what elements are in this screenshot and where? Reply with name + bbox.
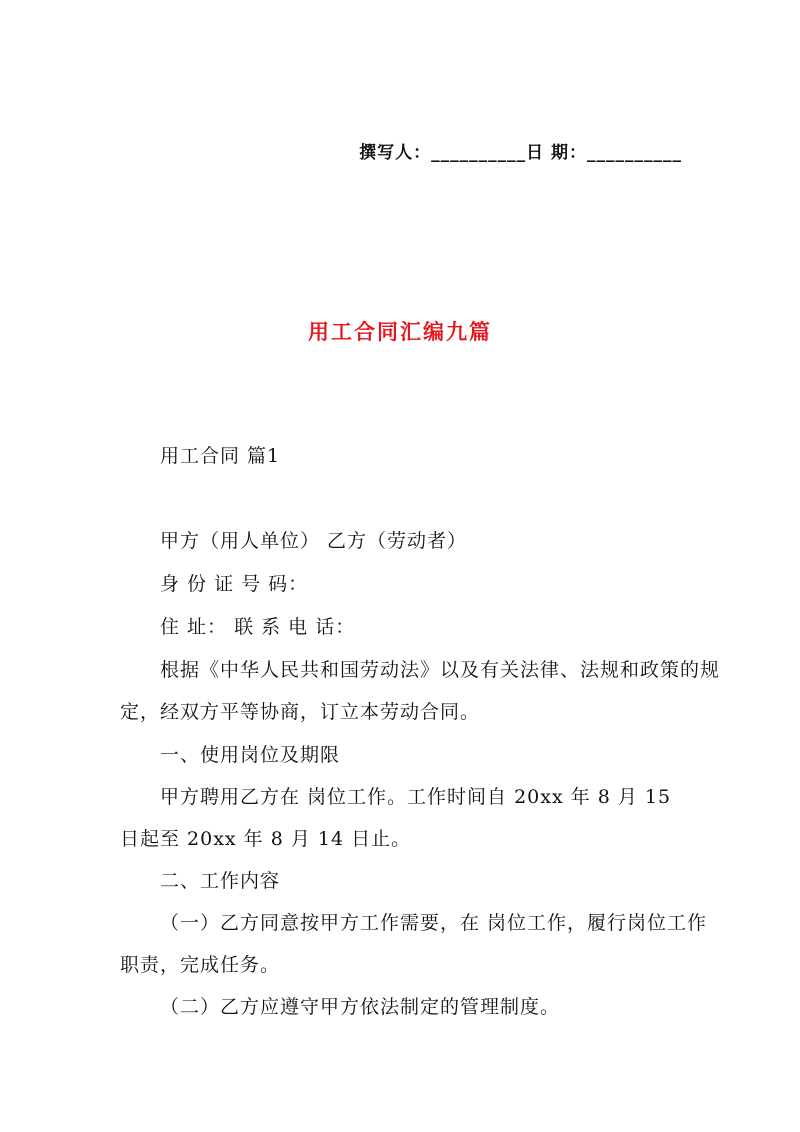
document-title: 用工合同汇编九篇 <box>308 319 492 344</box>
clause-heading: 一、使用岗位及期限 <box>160 744 341 766</box>
paragraph-line: 职责，完成任务。 <box>120 954 281 976</box>
author-date-line: 撰写人：__________日 期：__________ <box>359 143 682 163</box>
paragraph-line: （二）乙方应遵守甲方依法制定的管理制度。 <box>160 996 561 1018</box>
paragraph-line: 定，经双方平等协商，订立本劳动合同。 <box>120 701 481 723</box>
address-phone-line: 住 址： 联 系 电 话： <box>160 616 356 638</box>
id-number-line: 身 份 证 号 码： <box>160 573 309 595</box>
paragraph-line: 甲方聘用乙方在 岗位工作。工作时间自 20xx 年 8 月 15 <box>160 786 672 808</box>
paragraph-line: （一）乙方同意按甲方工作需要，在 岗位工作，履行岗位工作 <box>160 912 708 934</box>
paragraph-line: 日起至 20xx 年 8 月 14 日止。 <box>120 828 412 850</box>
section-heading: 用工合同 篇1 <box>160 445 281 467</box>
clause-heading: 二、工作内容 <box>160 870 281 892</box>
party-line: 甲方（用人单位） 乙方（劳动者） <box>160 530 468 552</box>
paragraph-line: 根据《中华人民共和国劳动法》以及有关法律、法规和政策的规 <box>160 659 721 681</box>
